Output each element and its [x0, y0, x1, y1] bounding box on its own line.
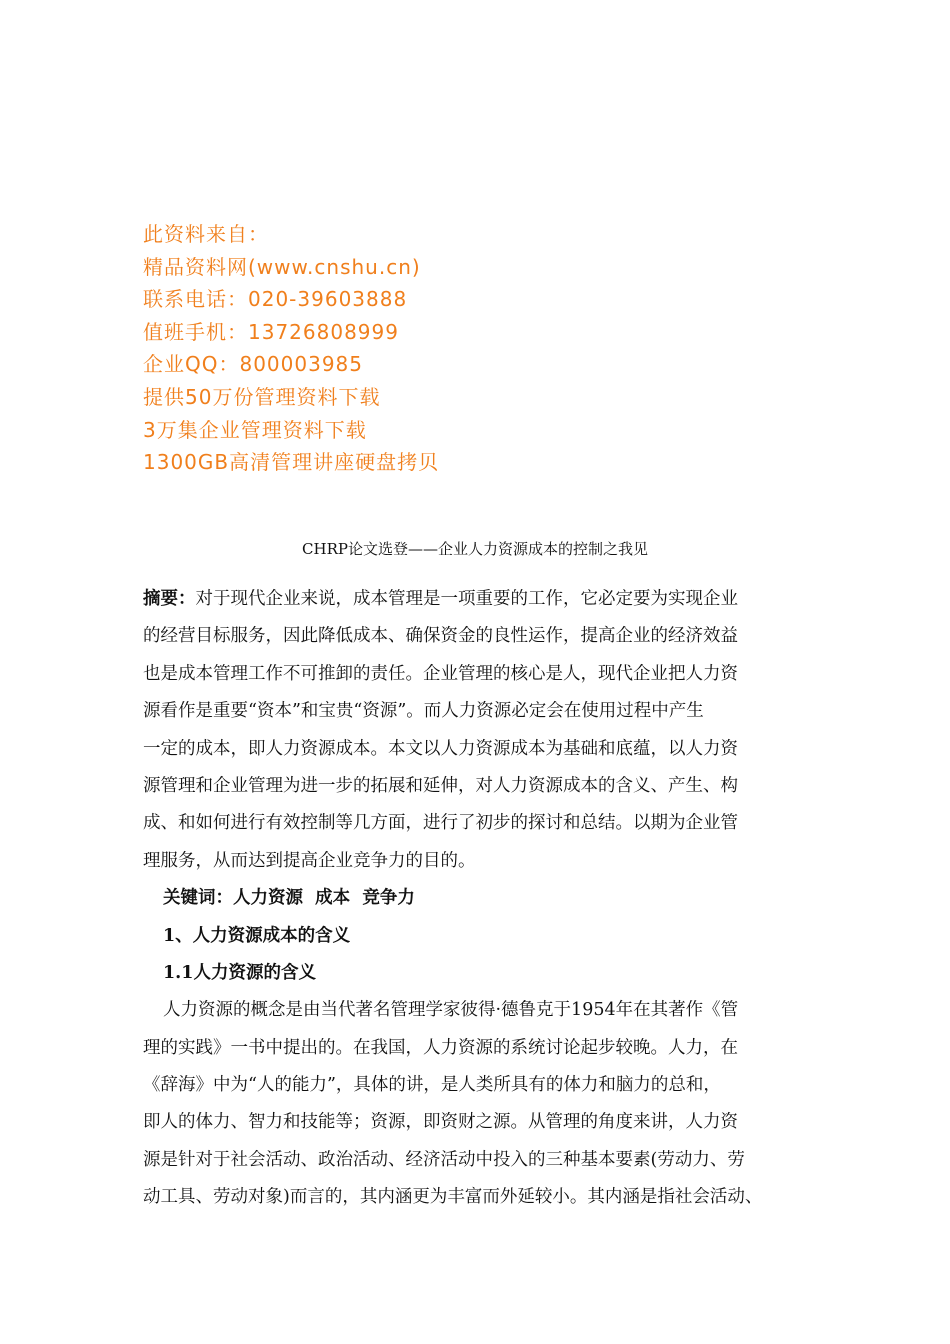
- abstract-line: 一定的成本，即人力资源成本。本文以人力资源成本为基础和底蕴，以人力资: [143, 738, 738, 759]
- document-body: [143, 584, 823, 1220]
- offer-line-2: 3万集企业管理资料下载: [143, 417, 367, 442]
- paragraph-line: 理的实践》一书中提出的。在我国，人力资源的系统讨论起步较晚。人力，在: [143, 1037, 738, 1058]
- keywords-line: 关键词：人力资源 成本 竞争力: [163, 888, 415, 909]
- source-info-block: [143, 218, 439, 479]
- offer-line-3: 1300GB高清管理讲座硬盘拷贝: [143, 450, 440, 475]
- abstract-line: 源看作是重要“资本”和宝贵“资源”。而人力资源必定会在使用过程中产生: [143, 701, 704, 722]
- abstract-line: 的经营目标服务，因此降低成本、确保资金的良性运作，提高企业的经济效益: [143, 626, 738, 647]
- abstract-label: 摘要：: [143, 589, 196, 609]
- abstract-line: 理服务，从而达到提高企业竞争力的目的。: [143, 850, 476, 871]
- source-website-line: 精品资料网(www.cnshu.cn): [143, 254, 421, 279]
- abstract-line: 源管理和企业管理为进一步的拓展和延伸，对人力资源成本的含义、产生、构: [143, 775, 738, 796]
- paragraph-line: 《辞海》中为“人的能力”，具体的讲，是人类所具有的体力和脑力的总和，: [143, 1075, 721, 1096]
- paragraph-line: 即人的体力、智力和技能等；资源，即资财之源。从管理的角度来讲，人力资: [143, 1112, 738, 1133]
- offer-line-1: 提供50万份管理资料下载: [143, 384, 381, 409]
- abstract-line: [143, 584, 823, 621]
- company-qq-line: 企业QQ：800003985: [143, 352, 364, 377]
- abstract-line: 成、和如何进行有效控制等几方面，进行了初步的探讨和总结。以期为企业管: [143, 813, 738, 834]
- duty-mobile-line: 值班手机：13726808999: [143, 319, 399, 344]
- source-info-line: 此资料来自：: [143, 222, 269, 246]
- paragraph-line: 源是针对于社会活动、政治活动、经济活动中投入的三种基本要素(劳动力、劳: [143, 1149, 745, 1170]
- contact-phone-line: 联系电话：020-39603888: [143, 287, 408, 312]
- abstract-line: 也是成本管理工作不可推卸的责任。企业管理的核心是人，现代企业把人力资: [143, 663, 738, 684]
- document-title: CHRP论文选登——企业人力资源成本的控制之我见: [302, 540, 648, 558]
- section-heading-1: 1、人力资源成本的含义: [163, 925, 351, 946]
- section-heading-1-1: 1.1人力资源的含义: [163, 962, 316, 983]
- paragraph-line: 动工具、劳动对象)而言的，其内涵更为丰富而外延较小。其内涵是指社会活动、: [143, 1187, 763, 1208]
- abstract-text: 对于现代企业来说，成本管理是一项重要的工作，它必定要为实现企业: [195, 589, 738, 609]
- paragraph-line: 人力资源的概念是由当代著名管理学家彼得·德鲁克于1954年在其著作《管: [163, 1000, 739, 1021]
